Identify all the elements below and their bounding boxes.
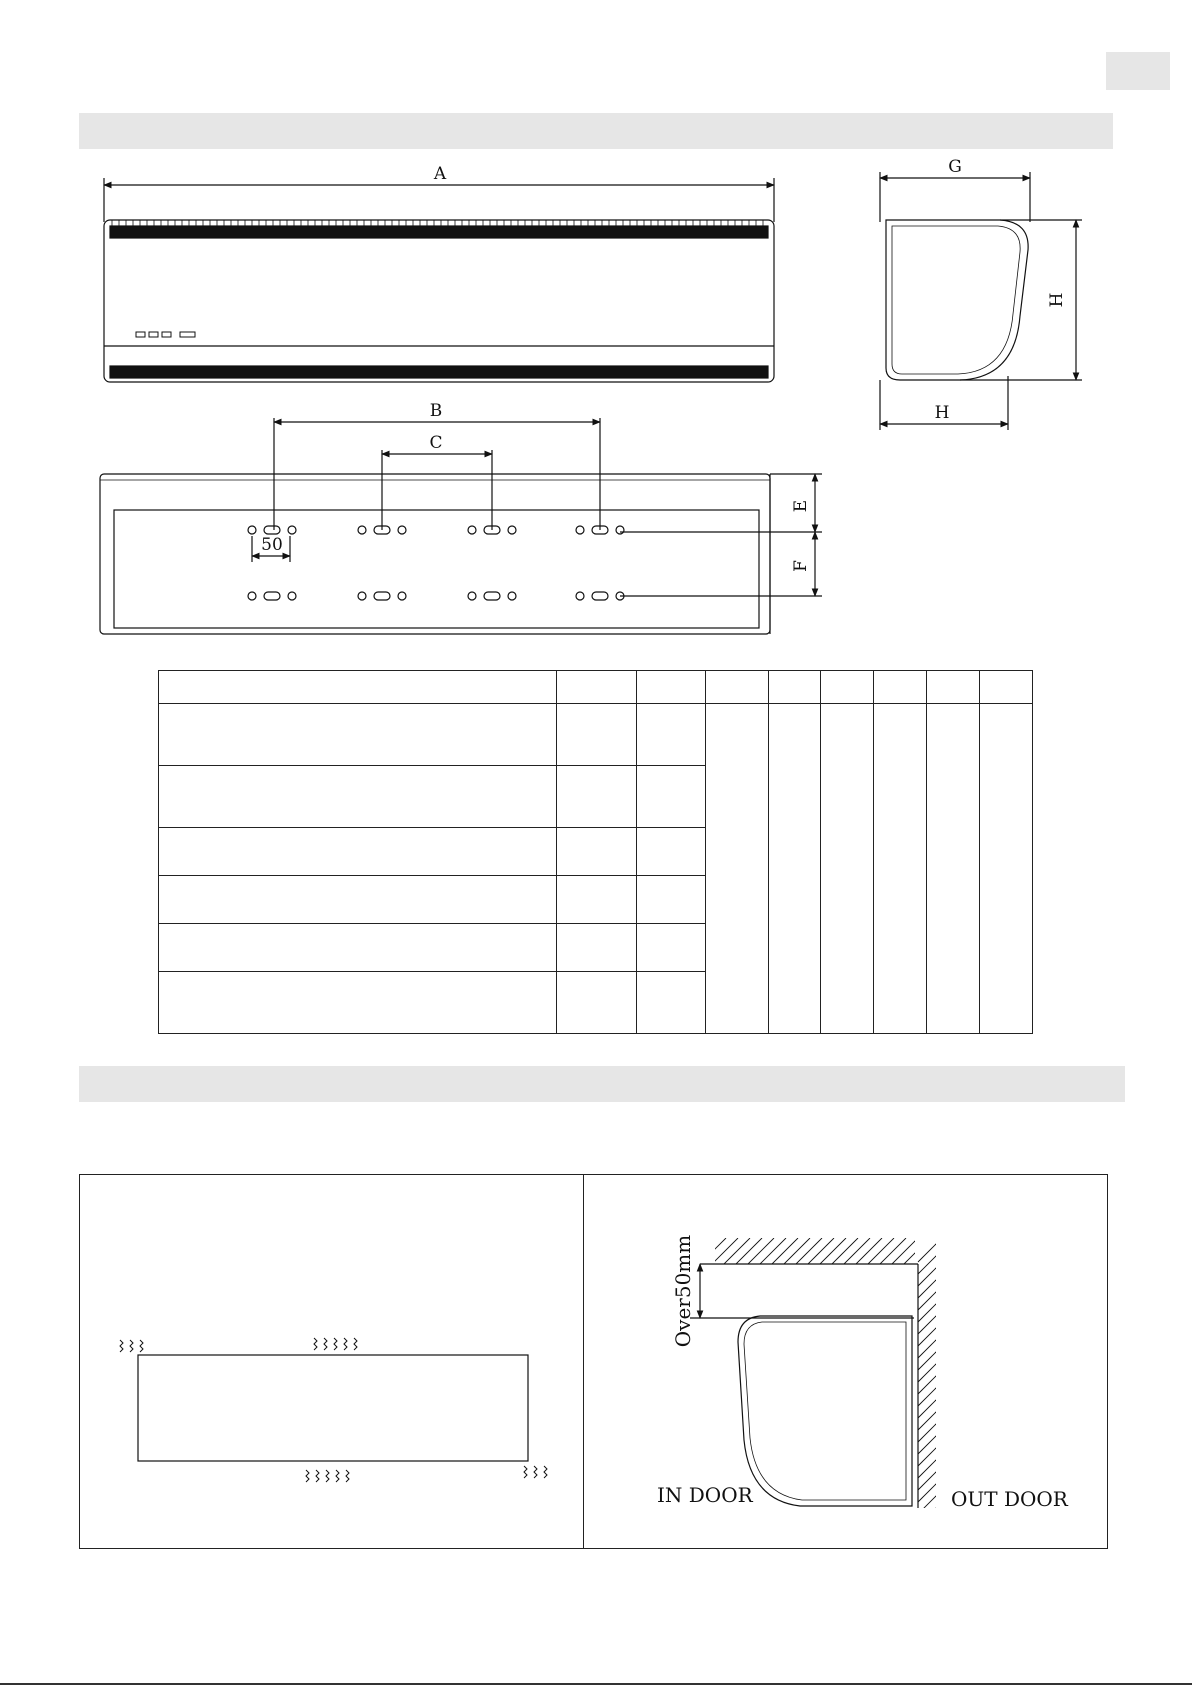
dim-a-label: A: [433, 164, 447, 184]
specification-table: [158, 670, 1033, 1034]
front-view: [104, 178, 774, 382]
clearance-drawings: [0, 1174, 1192, 1554]
dimension-drawings: [0, 0, 1192, 660]
outdoor-label: OUT DOOR: [951, 1487, 1068, 1511]
dim-g-label: G: [948, 157, 962, 177]
dim-b-label: B: [429, 401, 443, 421]
dim-h-side-label: H: [1047, 292, 1067, 308]
table-header-row: [159, 671, 1033, 704]
unit-outline-diagram: [120, 1338, 547, 1482]
dim-c-label: C: [429, 433, 443, 453]
over-50mm-label: Over50mm: [671, 1234, 695, 1348]
rear-view: [100, 418, 822, 634]
dim-e-label: E: [791, 499, 811, 513]
dim-h-bottom-label: H: [934, 403, 950, 423]
section-header-installation: [79, 1066, 1125, 1102]
dim-50-label: 50: [261, 535, 283, 555]
dim-f-label: F: [791, 560, 811, 572]
table-row: [159, 703, 1033, 765]
indoor-label: IN DOOR: [657, 1483, 753, 1507]
